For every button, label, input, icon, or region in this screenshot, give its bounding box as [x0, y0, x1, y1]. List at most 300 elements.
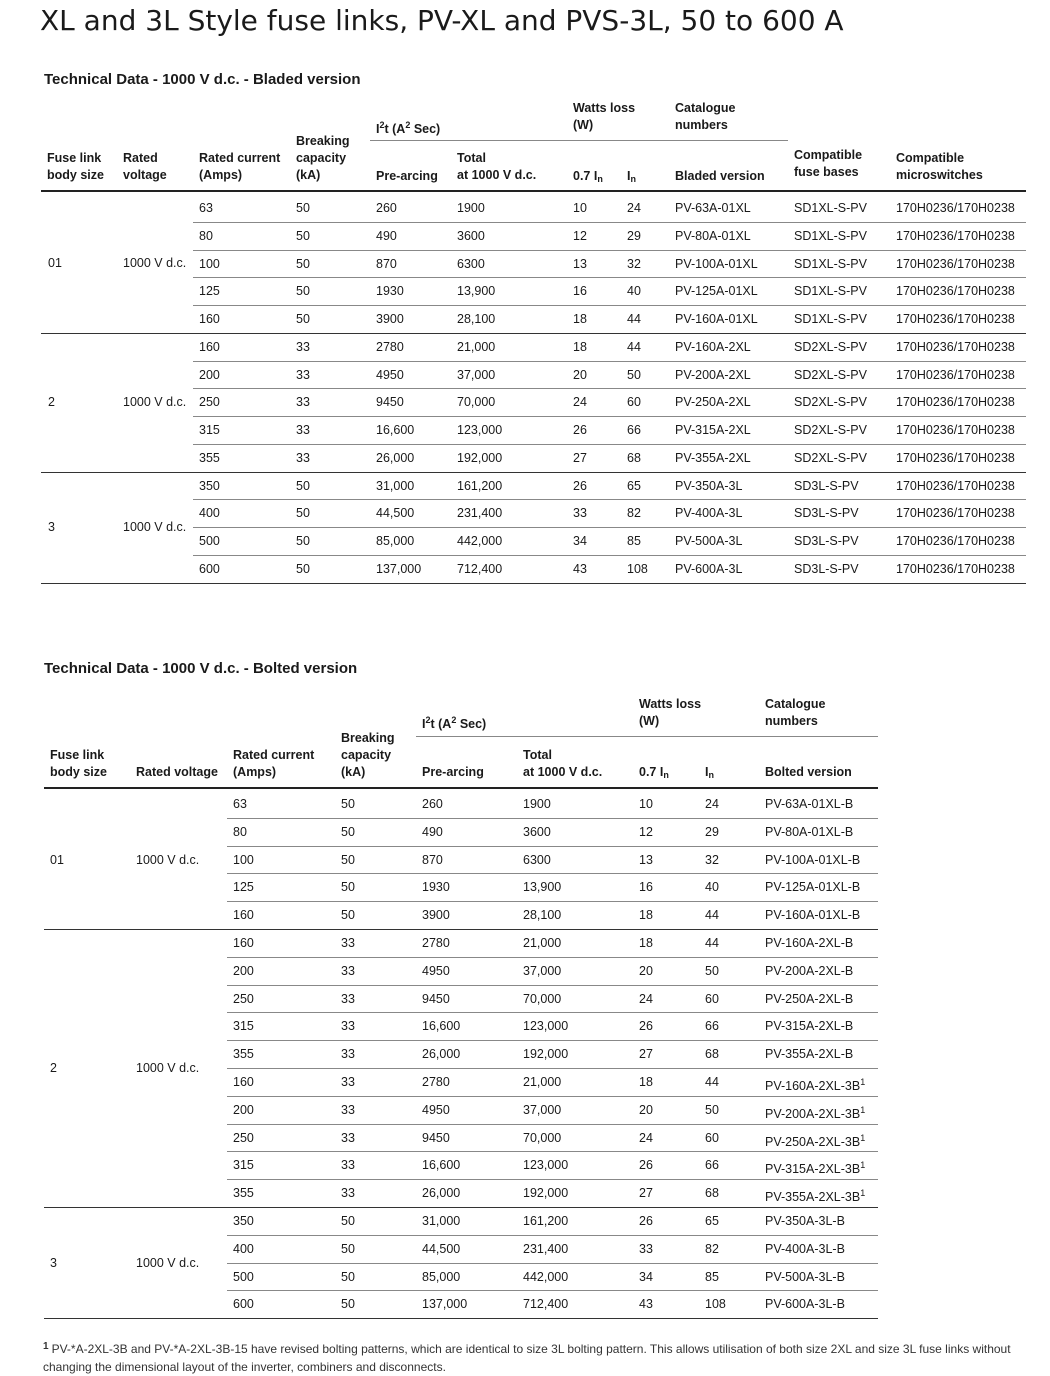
fuse-base-cell: SD2XL-S-PV: [794, 395, 867, 410]
total-cell: 161,200: [523, 1214, 569, 1228]
catalogue-number-cell: PV-200A-2XL: [675, 367, 751, 382]
pre-arcing-cell: 137,000: [376, 561, 422, 576]
watts-in-cell: 50: [705, 963, 719, 978]
catalogue-number-cell: PV-160A-01XL-B: [765, 908, 861, 923]
catalogue-number-cell: PV-160A-2XL: [675, 339, 751, 354]
body-size-cell: 2: [50, 1061, 57, 1075]
total-cell: 192,000: [523, 1186, 569, 1201]
footnote-text: PV-*A-2XL-3B and PV-*A-2XL-3B-15 have revised bolting patterns, which are identical to size 3L bolting pattern. This allows utilisation of both size 2XL and size 3L fuse links without changing the dimensional layout of the inverter, combiners and disconnects.: [43, 1342, 1011, 1374]
watts-in-cell: 24: [627, 201, 641, 215]
catalogue-number-cell: PV-160A-2XL-B: [765, 936, 854, 950]
rated-current-cell: 355: [233, 1186, 254, 1201]
rated-voltage-cell: 1000 V d.c.: [123, 520, 187, 534]
footnote-ref: 1: [860, 1132, 866, 1143]
rated-current-cell: 160: [233, 936, 254, 950]
total-cell: 3600: [523, 824, 551, 839]
row-divider: [227, 901, 878, 902]
watts-in-cell: 44: [627, 312, 641, 326]
microswitch-cell: 170H0236/170H0238: [896, 478, 1015, 493]
pre-arcing-cell: 1930: [376, 284, 404, 299]
rated-current-cell: 315: [233, 1019, 254, 1034]
pre-arcing-cell: 2780: [422, 936, 450, 950]
catalogue-number-cell: PV-350A-3L: [675, 478, 743, 493]
bolted-total-header: Total at 1000 V d.c.: [523, 748, 603, 779]
total-cell: 712,400: [457, 561, 503, 576]
fuse-base-cell: SD2XL-S-PV: [794, 450, 867, 465]
bladed-section-title: Technical Data - 1000 V d.c. - Bladed version: [44, 71, 361, 88]
total-cell: 37,000: [523, 963, 562, 978]
breaking-capacity-cell: 50: [296, 256, 310, 271]
catalogue-number-cell: PV-63A-01XL-B: [765, 797, 854, 811]
watts-in-cell: 44: [627, 339, 641, 354]
row-divider: [227, 1263, 878, 1264]
rated-current-cell: 100: [233, 852, 254, 867]
pre-arcing-cell: 44,500: [376, 506, 415, 521]
bolted-pre-arcing-header: Pre-arcing: [422, 765, 484, 779]
microswitch-cell: 170H0236/170H0238: [896, 534, 1015, 548]
breaking-capacity-cell: 50: [296, 506, 310, 521]
catalogue-number-cell: PV-355A-2XL-3B: [765, 1190, 861, 1205]
watts-07in-cell: 33: [573, 506, 587, 521]
catalogue-number-cell-wrap: [765, 1102, 865, 1122]
catalogue-number-cell: PV-600A-3L-B: [765, 1297, 845, 1312]
total-cell: 6300: [457, 256, 485, 271]
row-divider: [227, 1179, 878, 1180]
footnote-ref: 1: [860, 1188, 866, 1199]
fuse-base-cell: SD1XL-S-PV: [794, 201, 867, 215]
rated-current-cell: 125: [199, 284, 220, 299]
breaking-capacity-cell: 33: [296, 395, 310, 410]
watts-in-cell: 60: [627, 395, 641, 410]
pre-arcing-cell: 3900: [376, 312, 404, 326]
breaking-capacity-cell: 33: [341, 1047, 355, 1062]
watts-07in-cell: 13: [639, 852, 653, 867]
watts-in-cell: 82: [627, 506, 641, 521]
breaking-capacity-cell: 50: [296, 534, 310, 548]
watts-in-cell: 60: [705, 991, 719, 1006]
fuse-base-cell: SD2XL-S-PV: [794, 339, 867, 354]
catalogue-number-cell: PV-315A-2XL: [675, 423, 751, 437]
catalogue-number-cell: PV-200A-2XL-B: [765, 963, 854, 978]
watts-07in-cell: 43: [573, 561, 587, 576]
pre-arcing-cell: 85,000: [376, 534, 415, 548]
rated-current-cell: 160: [199, 339, 220, 354]
catalogue-number-cell: PV-400A-3L: [675, 506, 743, 521]
breaking-capacity-cell: 33: [296, 450, 310, 465]
total-cell: 28,100: [457, 312, 496, 326]
pre-arcing-cell: 4950: [422, 1102, 450, 1117]
watts-in-cell: 29: [627, 228, 641, 243]
rated-current-cell: 200: [233, 1102, 254, 1117]
rated-current-cell: 600: [233, 1297, 254, 1312]
pre-arcing-cell: 16,600: [376, 423, 415, 437]
breaking-capacity-cell: 33: [341, 991, 355, 1006]
catalogue-number-cell: PV-125A-01XL-B: [765, 880, 861, 895]
bolted-version-header: Bolted version: [765, 765, 852, 779]
watts-in-cell: 66: [705, 1019, 719, 1034]
rated-current-cell: 63: [199, 201, 213, 215]
total-cell: 442,000: [457, 534, 503, 548]
bladed-total-header: Total at 1000 V d.c.: [457, 151, 537, 182]
catalogue-number-cell-wrap: [765, 1185, 865, 1205]
row-divider: [227, 1012, 878, 1013]
rated-current-cell: 160: [233, 908, 254, 923]
bladed-watts-header: Watts loss (W): [573, 101, 636, 132]
rated-voltage-cell: 1000 V d.c.: [136, 852, 200, 867]
page-title: XL and 3L Style fuse links, PV-XL and PVS-3L, 50 to 600 A: [40, 4, 844, 37]
total-cell: 37,000: [523, 1102, 562, 1117]
pre-arcing-cell: 9450: [422, 991, 450, 1006]
pre-arcing-cell: 26,000: [422, 1047, 461, 1062]
breaking-capacity-cell: 50: [296, 312, 310, 326]
fuse-base-cell: SD3L-S-PV: [794, 534, 859, 548]
watts-in-cell: 40: [627, 284, 641, 299]
watts-07in-cell: 20: [639, 963, 653, 978]
bladed-i2t-header: $I^2t$ ($A^2$ Sec): [376, 120, 441, 136]
total-cell: 3600: [457, 228, 485, 243]
footnote-mark: 1: [43, 1341, 49, 1352]
microswitch-cell: 170H0236/170H0238: [896, 423, 1015, 437]
rated-current-cell: 160: [199, 312, 220, 326]
breaking-capacity-cell: 33: [296, 339, 310, 354]
row-divider: [227, 846, 878, 847]
pre-arcing-cell: 2780: [376, 339, 404, 354]
row-divider: [227, 1235, 878, 1236]
fuse-base-cell: SD1XL-S-PV: [794, 228, 867, 243]
watts-in-cell: 66: [627, 423, 641, 437]
catalogue-number-cell: PV-400A-3L-B: [765, 1241, 845, 1256]
catalogue-number-cell: PV-250A-2XL: [675, 395, 751, 410]
catalogue-number-cell: PV-100A-01XL: [675, 256, 758, 271]
breaking-capacity-cell: 50: [341, 797, 355, 811]
watts-07in-cell: 18: [639, 936, 653, 950]
microswitch-cell: 170H0236/170H0238: [896, 506, 1015, 521]
bolted-rated-current-header: Rated current (Amps): [233, 748, 315, 779]
row-divider: [44, 1207, 878, 1208]
catalogue-number-cell: PV-600A-3L: [675, 561, 743, 576]
breaking-capacity-cell: 50: [296, 228, 310, 243]
bolted-section-title: Technical Data - 1000 V d.c. - Bolted version: [44, 660, 358, 677]
rated-current-cell: 400: [233, 1241, 254, 1256]
catalogue-number-cell: PV-200A-2XL-3B: [765, 1106, 861, 1121]
watts-07in-cell: 18: [573, 339, 587, 354]
watts-in-cell: 60: [705, 1130, 719, 1145]
body-size-cell: 01: [50, 852, 64, 867]
pre-arcing-cell: 31,000: [376, 478, 415, 493]
bladed-rated-voltage-header: Rated voltage: [123, 151, 167, 182]
watts-07in-cell: 27: [639, 1047, 653, 1062]
rated-current-cell: 250: [199, 395, 220, 410]
pre-arcing-cell: 26,000: [376, 450, 415, 465]
breaking-capacity-cell: 50: [341, 1297, 355, 1312]
rated-current-cell: 315: [199, 423, 220, 437]
row-divider: [227, 818, 878, 819]
breaking-capacity-cell: 50: [296, 284, 310, 299]
catalogue-number-cell: PV-80A-01XL-B: [765, 824, 854, 839]
footnote-ref: 1: [860, 1077, 866, 1087]
microswitch-cell: 170H0236/170H0238: [896, 395, 1015, 410]
pre-arcing-cell: 16,600: [422, 1158, 461, 1173]
row-divider: [227, 1040, 878, 1041]
rated-current-cell: 500: [199, 534, 220, 548]
watts-07in-cell: 26: [573, 478, 587, 493]
body-size-cell: 3: [50, 1255, 57, 1270]
breaking-capacity-cell: 50: [296, 201, 310, 215]
bladed-watts-07in-header: 0.7 $I_n$: [573, 169, 603, 184]
watts-in-cell: 65: [627, 478, 641, 493]
fuse-base-cell: SD1XL-S-PV: [794, 284, 867, 299]
breaking-capacity-cell: 33: [341, 1158, 355, 1173]
total-cell: 70,000: [523, 991, 562, 1006]
rated-current-cell: 500: [233, 1269, 254, 1284]
catalogue-number-cell: PV-160A-01XL: [675, 312, 758, 326]
catalogue-number-cell: PV-355A-2XL: [675, 450, 751, 465]
row-divider: [44, 1318, 878, 1319]
fuse-base-cell: SD1XL-S-PV: [794, 256, 867, 271]
pre-arcing-cell: 2780: [422, 1075, 450, 1089]
row-divider: [227, 1151, 878, 1152]
footnote: [43, 1338, 1023, 1376]
watts-07in-cell: 18: [639, 1075, 653, 1089]
rated-current-cell: 250: [233, 991, 254, 1006]
pre-arcing-cell: 26,000: [422, 1186, 461, 1201]
row-divider: [227, 1096, 878, 1097]
watts-07in-cell: 20: [639, 1102, 653, 1117]
total-cell: 28,100: [523, 908, 562, 923]
bolted-body-size-header: Fuse link body size: [50, 748, 107, 779]
total-cell: 70,000: [523, 1130, 562, 1145]
row-divider: [227, 873, 878, 874]
breaking-capacity-cell: 33: [341, 1019, 355, 1034]
breaking-capacity-cell: 33: [341, 1102, 355, 1117]
bolted-watts-in-header: $I_n$: [705, 765, 714, 780]
watts-in-cell: 66: [705, 1158, 719, 1173]
watts-in-cell: 68: [705, 1186, 719, 1201]
pre-arcing-cell: 137,000: [422, 1297, 468, 1312]
catalogue-number-cell: PV-500A-3L-B: [765, 1269, 845, 1284]
total-cell: 1900: [523, 797, 551, 811]
rated-current-cell: 350: [233, 1214, 254, 1228]
breaking-capacity-cell: 33: [341, 963, 355, 978]
bolted-catalogue-header: Catalogue numbers: [765, 697, 826, 728]
catalogue-number-cell: PV-355A-2XL-B: [765, 1047, 854, 1062]
row-divider: [227, 1068, 878, 1069]
bladed-breaking-header: Breaking capacity (kA): [296, 134, 350, 182]
watts-07in-cell: 10: [573, 201, 587, 215]
watts-07in-cell: 24: [573, 395, 587, 410]
bolted-group-underline: [416, 736, 878, 737]
footnote-ref: 1: [860, 1104, 866, 1115]
pre-arcing-cell: 44,500: [422, 1241, 461, 1256]
total-cell: 231,400: [457, 506, 503, 521]
rated-voltage-cell: 1000 V d.c.: [123, 395, 187, 410]
microswitch-cell: 170H0236/170H0238: [896, 367, 1015, 382]
total-cell: 442,000: [523, 1269, 569, 1284]
footnote-ref: 1: [860, 1160, 866, 1171]
breaking-capacity-cell: 33: [341, 936, 355, 950]
bladed-catalogue-header: Catalogue numbers: [675, 101, 736, 132]
watts-in-cell: 44: [705, 1075, 719, 1089]
breaking-capacity-cell: 33: [296, 367, 310, 382]
watts-07in-cell: 20: [573, 367, 587, 382]
total-cell: 70,000: [457, 395, 496, 410]
pre-arcing-cell: 9450: [376, 395, 404, 410]
watts-in-cell: 85: [705, 1269, 719, 1284]
pre-arcing-cell: 1930: [422, 880, 450, 895]
rated-current-cell: 350: [199, 478, 220, 493]
watts-07in-cell: 26: [639, 1214, 653, 1228]
fuse-base-cell: SD3L-S-PV: [794, 506, 859, 521]
watts-in-cell: 29: [705, 824, 719, 839]
row-divider: [44, 929, 878, 930]
watts-07in-cell: 16: [573, 284, 587, 299]
row-divider: [227, 957, 878, 958]
rated-voltage-cell: 1000 V d.c.: [136, 1061, 200, 1075]
rated-current-cell: 200: [199, 367, 220, 382]
pre-arcing-cell: 4950: [422, 963, 450, 978]
watts-in-cell: 44: [705, 908, 719, 923]
rated-current-cell: 600: [199, 561, 220, 576]
watts-in-cell: 82: [705, 1241, 719, 1256]
breaking-capacity-cell: 33: [341, 1075, 355, 1089]
total-cell: 161,200: [457, 478, 503, 493]
watts-07in-cell: 12: [639, 824, 653, 839]
rated-current-cell: 200: [233, 963, 254, 978]
watts-in-cell: 24: [705, 797, 719, 811]
rated-current-cell: 355: [233, 1047, 254, 1062]
bladed-rated-current-header: Rated current (Amps): [199, 151, 281, 182]
total-cell: 21,000: [523, 1075, 562, 1089]
watts-07in-cell: 26: [639, 1019, 653, 1034]
watts-in-cell: 68: [705, 1047, 719, 1062]
rated-current-cell: 400: [199, 506, 220, 521]
total-cell: 37,000: [457, 367, 496, 382]
microswitch-cell: 170H0236/170H0238: [896, 312, 1015, 326]
catalogue-number-cell: PV-250A-2XL-3B: [765, 1134, 861, 1149]
rated-current-cell: 63: [233, 797, 247, 811]
pre-arcing-cell: 260: [422, 797, 443, 811]
rated-current-cell: 80: [233, 824, 247, 839]
pre-arcing-cell: 260: [376, 201, 397, 215]
watts-07in-cell: 18: [573, 312, 587, 326]
catalogue-number-cell: PV-160A-2XL-3B: [765, 1079, 861, 1093]
breaking-capacity-cell: 50: [296, 478, 310, 493]
bladed-fuse-bases-header: Compatible fuse bases: [794, 148, 863, 179]
watts-in-cell: 108: [705, 1297, 726, 1312]
pre-arcing-cell: 870: [422, 852, 443, 867]
rated-current-cell: 315: [233, 1158, 254, 1173]
total-cell: 1900: [457, 201, 485, 215]
breaking-capacity-cell: 33: [296, 423, 310, 437]
breaking-capacity-cell: 33: [341, 1130, 355, 1145]
rated-current-cell: 125: [233, 880, 254, 895]
breaking-capacity-cell: 50: [341, 1269, 355, 1284]
bolted-watts-header: Watts loss (W): [639, 697, 702, 728]
body-size-cell: 01: [48, 256, 62, 271]
pre-arcing-cell: 490: [376, 228, 397, 243]
watts-07in-cell: 26: [573, 423, 587, 437]
bladed-watts-in-header: $I_n$: [627, 169, 636, 184]
rated-current-cell: 355: [199, 450, 220, 465]
watts-in-cell: 108: [627, 561, 648, 576]
total-cell: 123,000: [523, 1019, 569, 1034]
watts-in-cell: 50: [627, 367, 641, 382]
catalogue-number-cell: PV-63A-01XL: [675, 201, 751, 215]
catalogue-number-cell: PV-100A-01XL-B: [765, 852, 861, 867]
fuse-base-cell: SD3L-S-PV: [794, 561, 859, 576]
watts-in-cell: 68: [627, 450, 641, 465]
watts-07in-cell: 34: [573, 534, 587, 548]
microswitch-cell: 170H0236/170H0238: [896, 284, 1015, 299]
fuse-base-cell: SD2XL-S-PV: [794, 423, 867, 437]
microswitch-cell: 170H0236/170H0238: [896, 228, 1015, 243]
row-divider: [227, 1124, 878, 1125]
microswitch-cell: 170H0236/170H0238: [896, 256, 1015, 271]
microswitch-cell: 170H0236/170H0238: [896, 450, 1015, 465]
watts-in-cell: 85: [627, 534, 641, 548]
watts-in-cell: 40: [705, 880, 719, 895]
bolted-rated-voltage-header: Rated voltage: [136, 765, 218, 779]
pre-arcing-cell: 490: [422, 824, 443, 839]
catalogue-number-cell: PV-250A-2XL-B: [765, 991, 854, 1006]
breaking-capacity-cell: 50: [341, 880, 355, 895]
watts-07in-cell: 43: [639, 1297, 653, 1312]
rated-current-cell: 250: [233, 1130, 254, 1145]
breaking-capacity-cell: 50: [341, 852, 355, 867]
bolted-i2t-header: $I^2t$ ($A^2$ Sec): [422, 715, 487, 731]
pre-arcing-cell: 85,000: [422, 1269, 461, 1284]
watts-07in-cell: 16: [639, 880, 653, 895]
pre-arcing-cell: 16,600: [422, 1019, 461, 1034]
breaking-capacity-cell: 50: [341, 1241, 355, 1256]
watts-in-cell: 50: [705, 1102, 719, 1117]
catalogue-number-cell-wrap: [765, 1130, 865, 1150]
microswitch-cell: 170H0236/170H0238: [896, 339, 1015, 354]
watts-07in-cell: 27: [573, 450, 587, 465]
catalogue-number-cell: PV-350A-3L-B: [765, 1214, 845, 1228]
pre-arcing-cell: 31,000: [422, 1214, 461, 1228]
row-divider: [227, 1290, 878, 1291]
rated-current-cell: 160: [233, 1075, 254, 1089]
catalogue-number-cell: PV-315A-2XL-B: [765, 1019, 854, 1034]
watts-07in-cell: 24: [639, 991, 653, 1006]
watts-07in-cell: 12: [573, 228, 587, 243]
breaking-capacity-cell: 50: [296, 561, 310, 576]
rated-current-cell: 80: [199, 228, 213, 243]
total-cell: 712,400: [523, 1297, 569, 1312]
catalogue-number-cell: PV-315A-2XL-3B: [765, 1162, 861, 1177]
catalogue-number-cell: PV-125A-01XL: [675, 284, 758, 299]
catalogue-number-cell-wrap: [765, 1157, 865, 1177]
bladed-body-size-header: Fuse link body size: [47, 151, 104, 182]
fuse-base-cell: SD2XL-S-PV: [794, 367, 867, 382]
catalogue-number-cell: PV-80A-01XL: [675, 228, 751, 243]
pre-arcing-cell: 4950: [376, 367, 404, 382]
rated-current-cell: 100: [199, 256, 220, 271]
pre-arcing-cell: 3900: [422, 908, 450, 923]
total-cell: 13,900: [523, 880, 562, 895]
watts-07in-cell: 26: [639, 1158, 653, 1173]
bolted-watts-07in-header: 0.7 $I_n$: [639, 765, 669, 780]
watts-07in-cell: 18: [639, 908, 653, 923]
bladed-pre-arcing-header: Pre-arcing: [376, 169, 438, 183]
watts-07in-cell: 13: [573, 256, 587, 271]
bladed-version-header: Bladed version: [675, 169, 765, 183]
watts-in-cell: 65: [705, 1214, 719, 1228]
breaking-capacity-cell: 50: [341, 908, 355, 923]
total-cell: 192,000: [523, 1047, 569, 1062]
breaking-capacity-cell: 50: [341, 1214, 355, 1228]
